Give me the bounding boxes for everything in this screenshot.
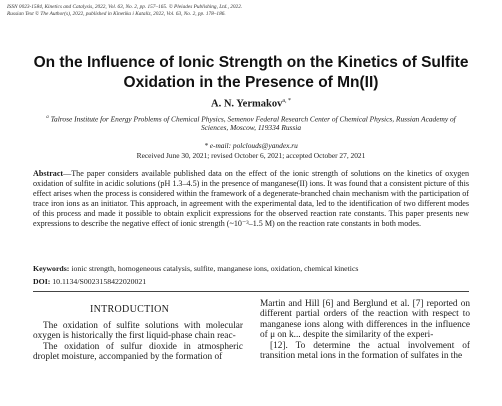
- journal-header-line-1: ISSN 0023-1584, Kinetics and Catalysis, 2022, Vol. 63, No. 2, pp. 157–165. © Pleiades Publishing, Ltd., 2022.: [7, 4, 243, 10]
- author-name: A. N. Yermakov: [210, 98, 283, 110]
- affiliation-text: Talrose Institute for Energy Problems of Chemical Physics, Semenov Federal Research Center of Chemical Physics, Russian Academy of Sciences, Moscow, 119334 Russia: [50, 114, 456, 133]
- left-column-paragraph-1: The oxidation of sulfite solutions with molecular oxygen is historically the first liquid-phase chain reac-: [33, 321, 243, 342]
- doi-text: 10.1134/S0023158422020021: [50, 277, 147, 286]
- affiliation-mark: a: [46, 115, 49, 120]
- doi: [33, 277, 469, 286]
- abstract-text: —The paper considers available published data on the effect of the ionic strength of solutions on the kinetics of oxygen oxidation of sulfite in acidic solutions (pH 1.3–4.5) in the presence of manganese(II) ions. It was found that a consistent picture of this effect arises when the process is considered within the framework of a degenerate-branched chain mechanism with the participation of trace iron ions as an initiator. This approach, in agreement with the experimental data, led to the identification of two different modes of this process and made it possible to obtain explicit expressions for the observed reaction rate constants. This paper presents new expressions to describe the negative effect of ionic strength (~10⁻³–1.5 M) on the reaction rate constants in both modes.: [33, 169, 469, 228]
- doi-label: DOI:: [33, 277, 51, 286]
- keywords-text: ionic strength, homogeneous catalysis, sulfite, manganese ions, oxidation, chemical kinetics: [69, 264, 359, 273]
- keywords-label: Keywords:: [33, 264, 70, 273]
- paper-title: On the Influence of Ionic Strength on the Kinetics of Sulfite Oxidation in the Presence of Mn(II): [33, 54, 469, 91]
- author-marks: a, *: [282, 98, 292, 104]
- right-column-paragraph-2: [12]. To determine the actual involvement of transition metal ions in the formation of sulfates in the: [260, 340, 470, 362]
- author-line: [0, 98, 502, 110]
- section-divider: [33, 291, 469, 292]
- right-column-paragraph-1: Martin and Hill [6] and Berglund et al. [7] reported on different partial orders of the reaction with respect to manganese ions along with differences in the influence of μ on k... despite the similarity of the experi-: [260, 299, 470, 341]
- keywords: [33, 264, 469, 273]
- journal-header-line-2: Russian Text © The Author(s), 2022, published in Kinetika i Kataliz, 2022, Vol. 63, No. 2, pp. 178–186.: [7, 11, 226, 17]
- abstract: [33, 169, 469, 228]
- left-column: [33, 321, 243, 363]
- received-dates: Received June 30, 2021; revised October 6, 2021; accepted October 27, 2021: [136, 151, 366, 160]
- affiliation: [40, 113, 462, 132]
- author-email: * e-mail: polclouds@yandex.ru: [204, 141, 298, 150]
- right-column: [260, 299, 470, 361]
- abstract-label: Abstract: [33, 169, 64, 178]
- left-column-paragraph-2: The oxidation of sulfur dioxide in atmospheric droplet moisture, accompanied by the formation of: [33, 341, 243, 363]
- introduction-heading: INTRODUCTION: [90, 304, 170, 315]
